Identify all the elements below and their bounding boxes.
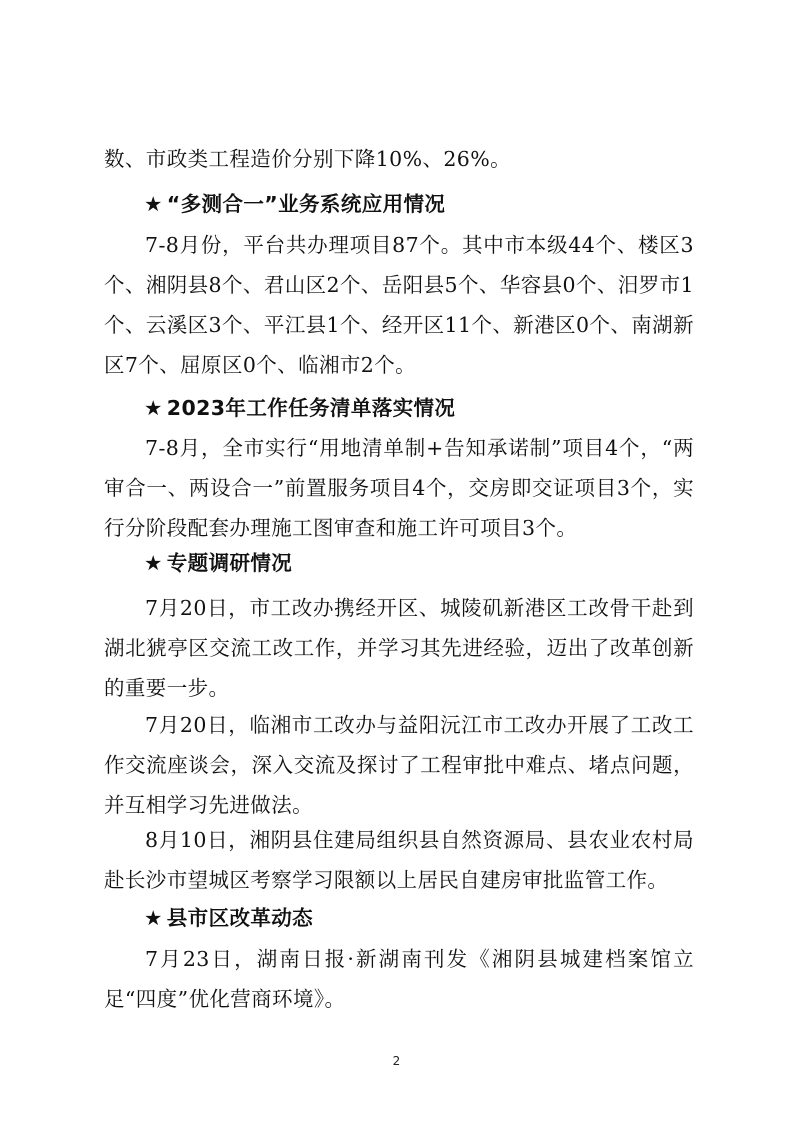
star-icon: ★ [144, 192, 163, 216]
paragraph-project-counts: 7-8月份，平台共办理项目87个。其中市本级44个、楼区3个、湘阴县8个、君山区2个、岳阳县5个、华容县0个、汨罗市1个、云溪区3个、平江县1个、经开区11个、新港区0个、南湖新区7个、屈原区0个、临湘市2个。 [104, 233, 694, 377]
section-heading-county-reform [144, 898, 313, 938]
star-icon: ★ [144, 396, 163, 420]
section-heading-multi-survey [144, 184, 445, 224]
paragraph-cost-decrease: 数、市政类工程造价分别下降10%、26%。 [104, 147, 512, 171]
paragraph-research-xiangyin: 8月10日，湘阴县住建局组织县自然资源局、县农业农村局赴长沙市望城区考察学习限额以上居民自建房审批监管工作。 [104, 828, 694, 892]
section-heading-task-list [144, 388, 455, 428]
star-icon: ★ [144, 906, 163, 930]
paragraph-task-implementation: 7-8月，全市实行“用地清单制+告知承诺制”项目4个，“两审合一、两设合一”前置服务项目4个，交房即交证项目3个，实行分阶段配套办理施工图审查和施工许可项目3个。 [104, 436, 694, 540]
paragraph-county-news: 7月23日，湖南日报·新湖南刊发《湘阴县城建档案馆立足“四度”优化营商环境》。 [104, 947, 694, 1011]
section-heading-text: “多测合一”业务系统应用情况 [166, 192, 446, 216]
section-heading-text: 2023年工作任务清单落实情况 [166, 396, 456, 420]
section-heading-text: 县市区改革动态 [166, 906, 314, 930]
page-number: 2 [392, 1054, 401, 1068]
section-heading-text: 专题调研情况 [166, 551, 293, 575]
section-heading-research [144, 543, 292, 583]
paragraph-research-linxiang: 7月20日，临湘市工改办与益阳沅江市工改办开展了工改工作交流座谈会，深入交流及探讨了工程审批中难点、堵点问题，并互相学习先进做法。 [104, 713, 694, 817]
star-icon: ★ [144, 551, 163, 575]
paragraph-research-hubei: 7月20日，市工改办携经开区、城陵矶新港区工改骨干赴到湖北猇亭区交流工改工作，并学习其先进经验，迈出了改革创新的重要一步。 [104, 596, 694, 700]
